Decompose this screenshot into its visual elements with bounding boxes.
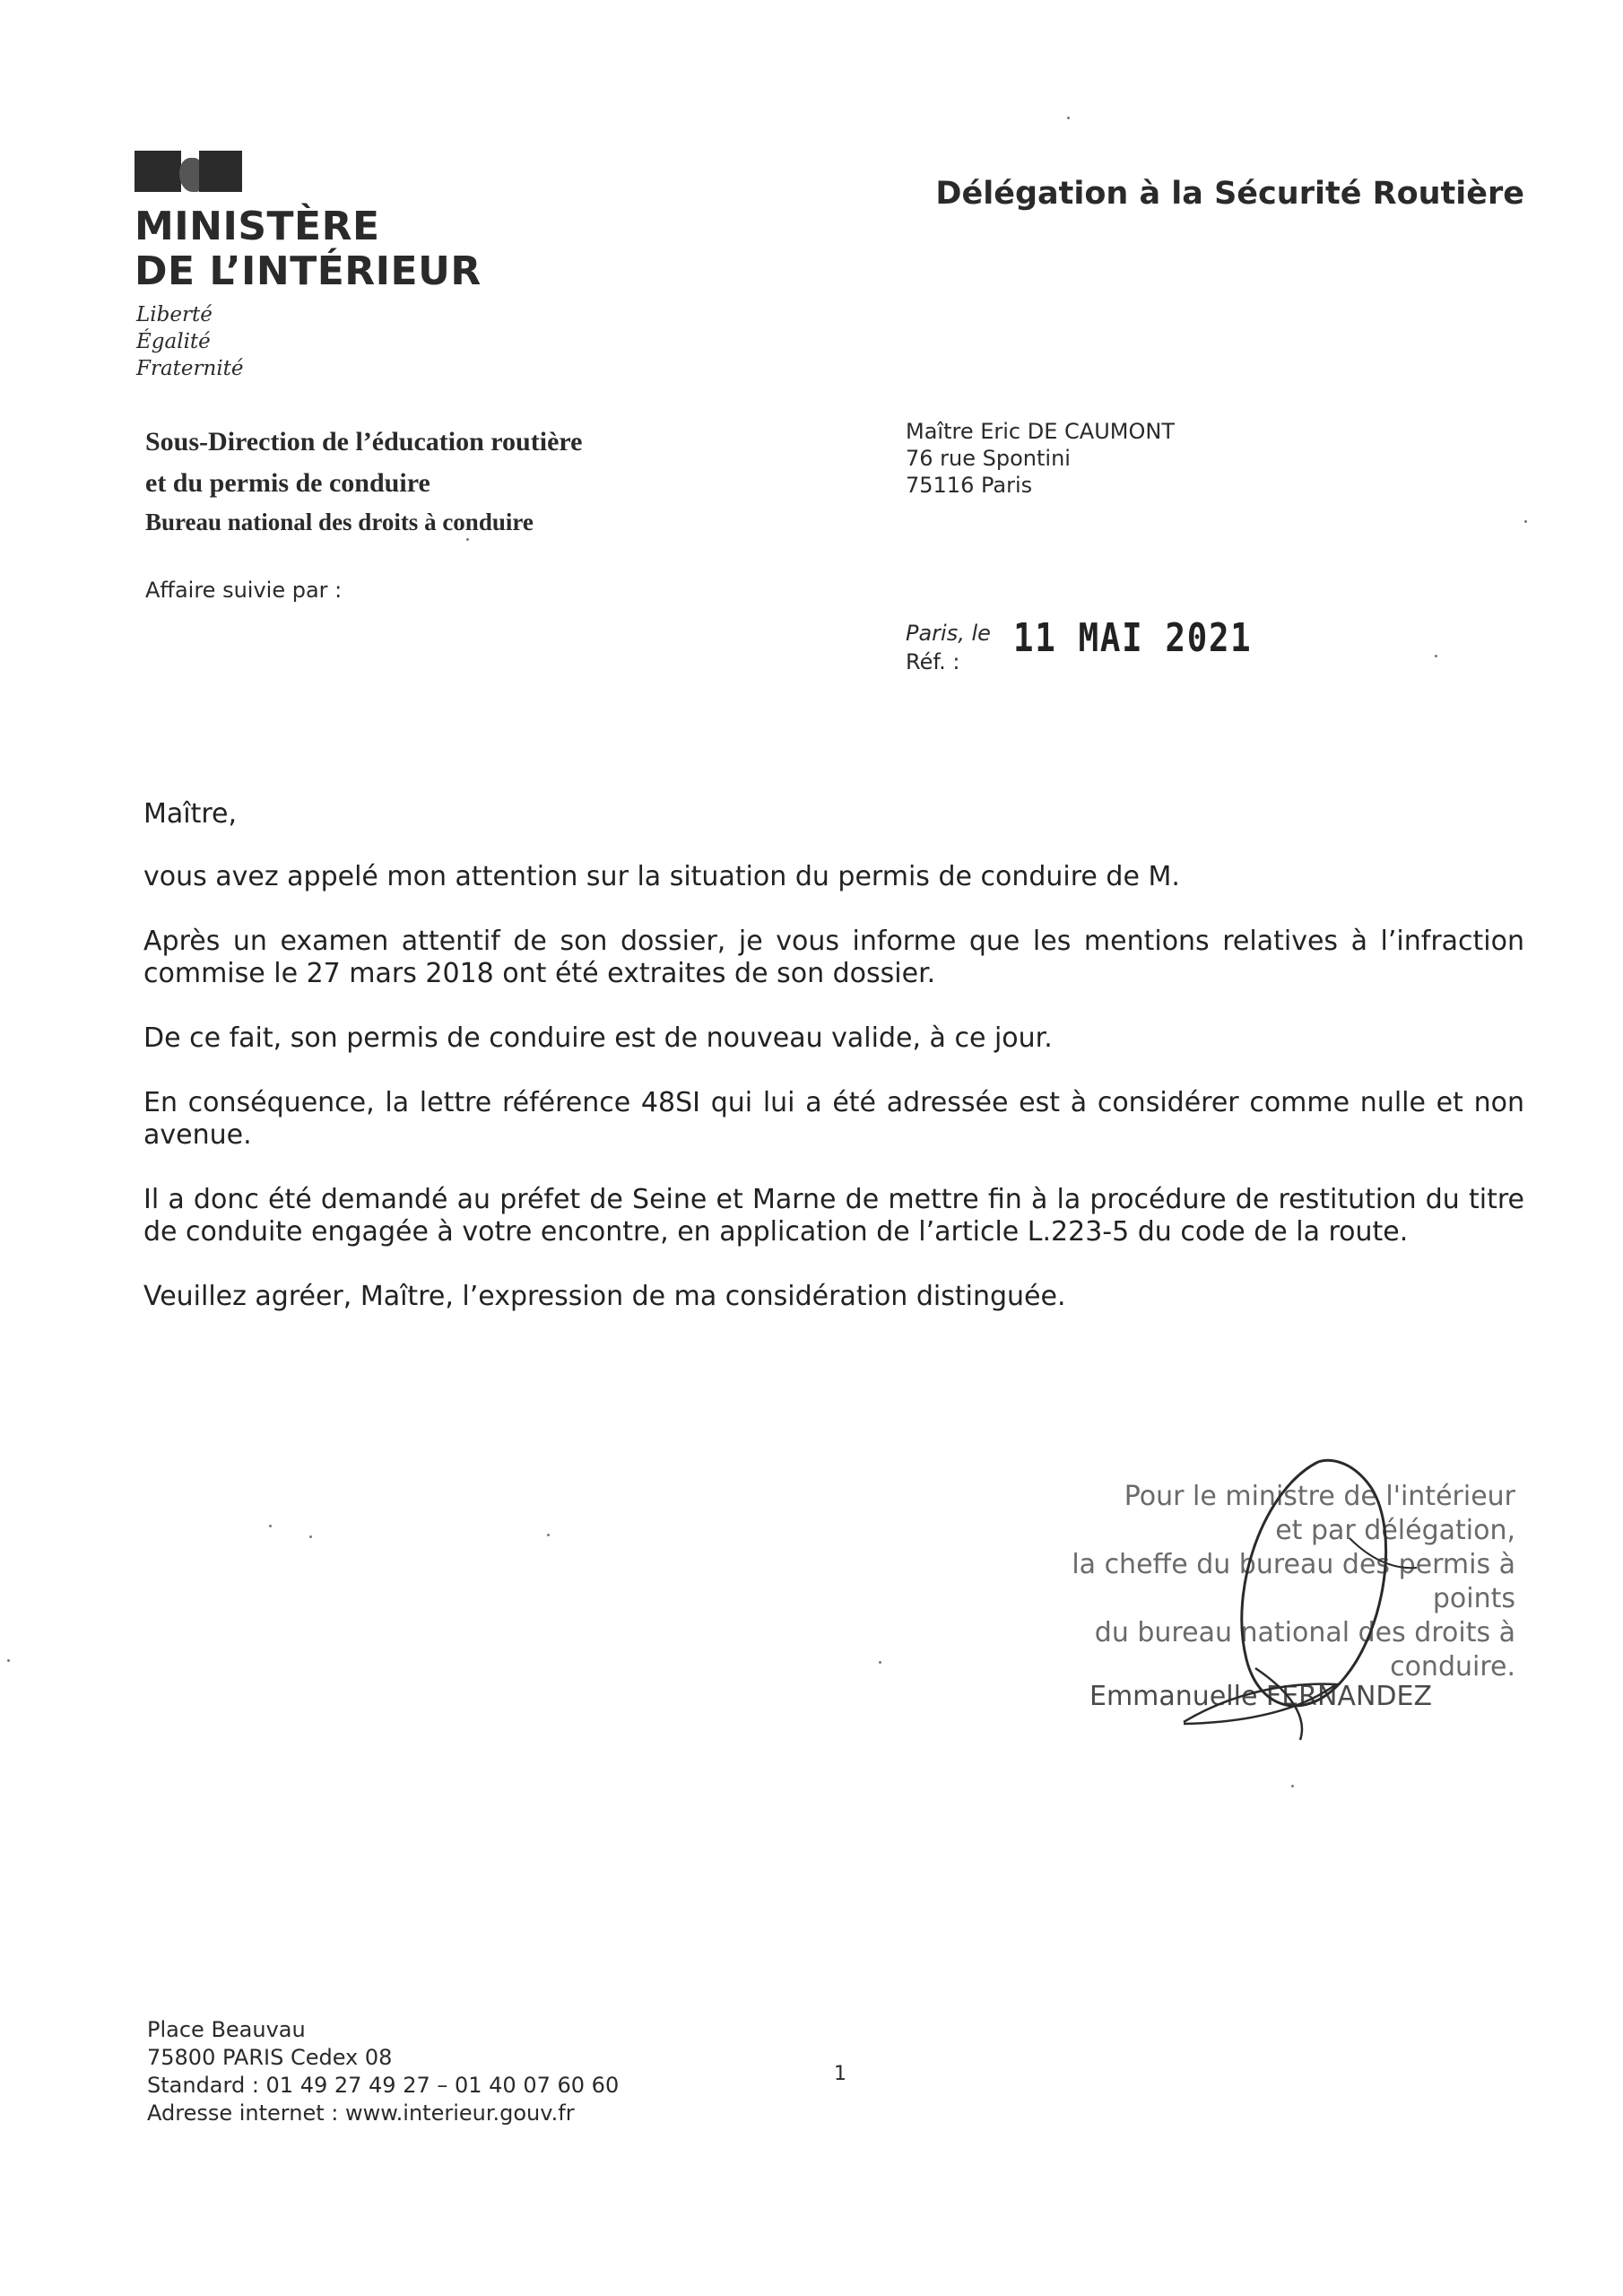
service-block: [145, 422, 582, 540]
footer-line1: Place Beauvau: [147, 2017, 306, 2042]
addressee-block: [906, 418, 1175, 499]
footer-line3: Standard : 01 49 27 49 27 – 01 40 07 60 60: [147, 2073, 620, 2098]
signature-line4: du bureau national des droits à conduire.: [1094, 1617, 1515, 1683]
signature-line2: et par délégation,: [1275, 1515, 1515, 1546]
footer-line2: 75800 PARIS Cedex 08: [147, 2045, 393, 2070]
ministry-name: [135, 204, 482, 294]
footer-line4: Adresse internet : www.interieur.gouv.fr: [147, 2100, 575, 2126]
paragraph-1: vous avez appelé mon attention sur la situation du permis de conduire de M.: [143, 861, 1180, 892]
paragraph-6: Veuillez agréer, Maître, l’expression de ma considération distinguée.: [143, 1281, 1066, 1312]
addressee-name: Maître Eric DE CAUMONT: [906, 419, 1175, 444]
paragraph-3: De ce fait, son permis de conduire est de nouveau valide, à ce jour.: [143, 1022, 1053, 1054]
motto-egalite: Égalité: [136, 330, 211, 353]
ministry-line2: DE L’INTÉRIEUR: [135, 248, 482, 294]
signature-line3: la cheffe du bureau des permis à points: [1072, 1549, 1515, 1614]
footer-address: [147, 2016, 619, 2127]
signature-line1: Pour le ministre de l'intérieur: [1124, 1481, 1515, 1512]
handwritten-signature: [1130, 1453, 1471, 1749]
republic-motto: [136, 301, 244, 382]
date-stamp: 11 MAI 2021: [1013, 615, 1253, 661]
page-number: 1: [834, 2063, 846, 2085]
paragraph-2: Après un examen attentif de son dossier, je vous informe que les mentions relatives à l’infraction commise le 27 mars 2018 ont été extraites de son dossier.: [143, 926, 1524, 989]
service-line3: Bureau national des droits à conduire: [145, 509, 534, 535]
letter-body: [143, 798, 1524, 1345]
salutation: Maître,: [143, 798, 238, 830]
paragraph-5: Il a donc été demandé au préfet de Seine et Marne de mettre fin à la procédure de restitution du titre de conduite engagée à votre encontre, en application de l’article L.223-5 du code de la route.: [143, 1184, 1524, 1248]
signatory-name: Emmanuelle FERNANDEZ: [1089, 1681, 1433, 1712]
date-block: [906, 619, 991, 676]
motto-liberte: Liberté: [136, 303, 213, 326]
paragraph-4: En conséquence, la lettre référence 48SI qui lui a été adressée est à considérer comme nulle et non avenue.: [143, 1087, 1524, 1151]
service-line2: et du permis de conduire: [145, 468, 430, 498]
ministry-line1: MINISTÈRE: [135, 204, 380, 249]
affaire-suivie-label: Affaire suivie par :: [145, 578, 343, 603]
delegation-title: Délégation à la Sécurité Routière: [935, 176, 1524, 212]
addressee-street: 76 rue Spontini: [906, 446, 1071, 471]
addressee-city: 75116 Paris: [906, 473, 1033, 498]
place-label: Paris, le: [906, 621, 991, 646]
motto-fraternite: Fraternité: [136, 357, 244, 380]
service-line1: Sous-Direction de l’éducation routière: [145, 427, 583, 457]
marianne-logo: [135, 151, 242, 192]
reference-label: Réf. :: [906, 649, 960, 674]
